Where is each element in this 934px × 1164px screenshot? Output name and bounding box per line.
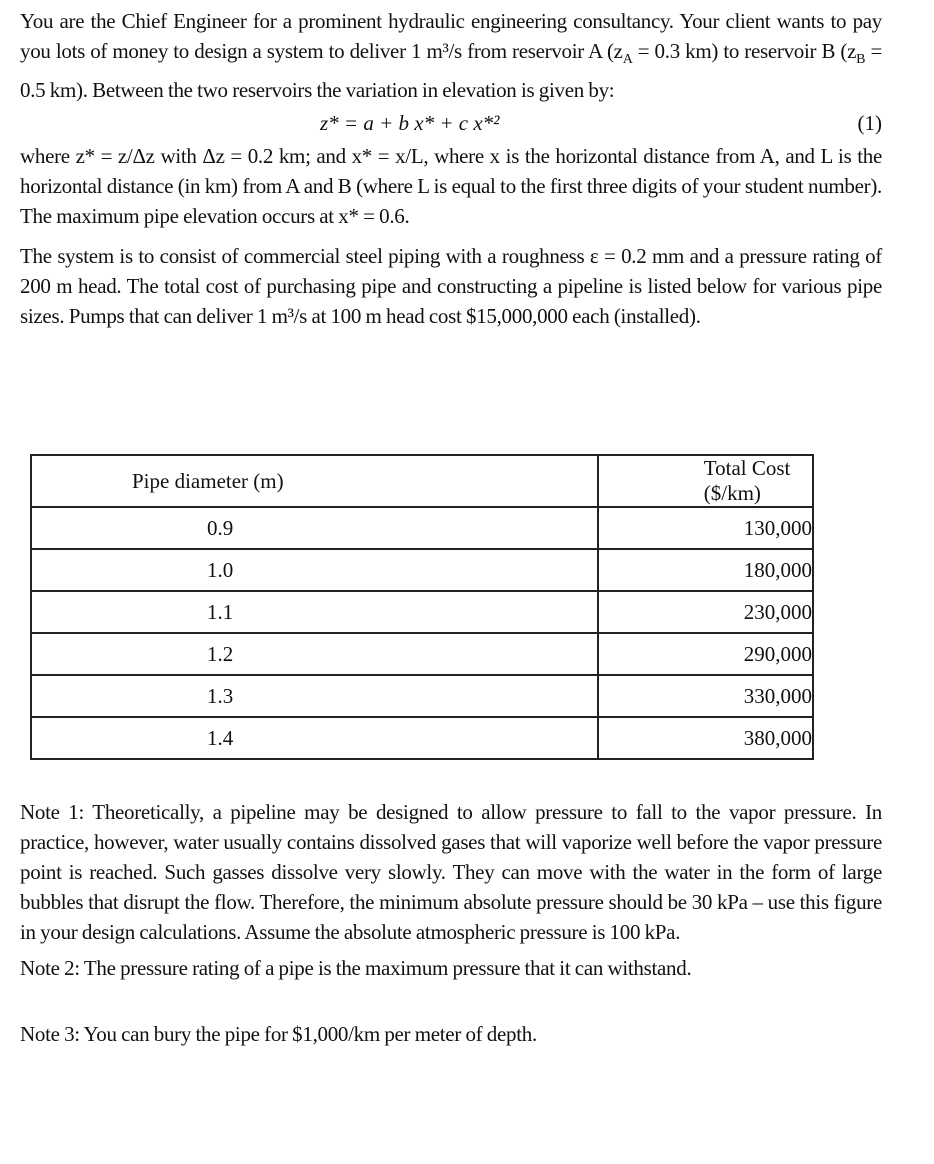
table-header-row bbox=[31, 455, 813, 507]
intro-paragraph bbox=[20, 6, 882, 105]
notes-section bbox=[20, 797, 882, 1049]
equation-row bbox=[20, 105, 882, 141]
cell-cost: 180,000 bbox=[598, 549, 813, 591]
table-row bbox=[31, 507, 813, 549]
note-3: Note 3: You can bury the pipe for $1,000/km per meter of depth. bbox=[20, 1022, 537, 1046]
cell-diameter: 1.2 bbox=[31, 633, 598, 675]
cell-diameter: 1.1 bbox=[31, 591, 598, 633]
cell-cost: 330,000 bbox=[598, 675, 813, 717]
zb-subscript: B bbox=[856, 52, 866, 68]
note-1: Note 1: Theoretically, a pipeline may be designed to allow pressure to fall to the vapor pressure. In practice, however, water usually contains dissolved gases that will vaporize well before the vapor pressure point is reached. Such gasses dissolve very slowly. They can move with the water in the form of large bubbles that disrupt the flow. Therefore, the minimum absolute pressure should be 30 kPa – use this figure in your design calculations. Assume the absolute atmospheric pressure is 100 kPa. bbox=[20, 800, 882, 944]
problem-statement bbox=[20, 6, 882, 331]
definitions-paragraph: where z* = z/Δz with Δz = 0.2 km; and x* = x/L, where x is the horizontal distance from A, and L is the horizontal distance (in km) from A and B (where L is equal to the first three digits of your student number). The maximum pipe elevation occurs at x* = 0.6. bbox=[20, 144, 882, 229]
cell-cost: 290,000 bbox=[598, 633, 813, 675]
za-subscript: A bbox=[622, 52, 633, 68]
elevation-equation: z* = a + b x* + c x*² bbox=[320, 111, 500, 136]
table-row bbox=[31, 717, 813, 759]
note-2: Note 2: The pressure rating of a pipe is the maximum pressure that it can withstand. bbox=[20, 956, 692, 980]
intro-za-value: = 0.3 km) to reservoir B (z bbox=[632, 39, 857, 63]
cell-cost: 230,000 bbox=[598, 591, 813, 633]
intro-zb-value: = 0.5 km). Between the two reservoirs the variation in elevation is given by: bbox=[20, 39, 882, 103]
cell-diameter: 1.3 bbox=[31, 675, 598, 717]
header-pipe-diameter: Pipe diameter (m) bbox=[31, 455, 598, 507]
table-row bbox=[31, 675, 813, 717]
system-paragraph: The system is to consist of commercial steel piping with a roughness ε = 0.2 mm and a pressure rating of 200 m head. The total cost of purchasing pipe and constructing a pipeline is listed below for various pipe sizes. Pumps that can deliver 1 m³/s at 100 m head cost $15,000,000 each (installed). bbox=[20, 244, 882, 329]
cell-cost: 130,000 bbox=[598, 507, 813, 549]
cell-diameter: 1.4 bbox=[31, 717, 598, 759]
table-row bbox=[31, 591, 813, 633]
equation-number: (1) bbox=[857, 111, 882, 136]
cell-diameter: 1.0 bbox=[31, 549, 598, 591]
cell-cost: 380,000 bbox=[598, 717, 813, 759]
header-total-cost: Total Cost ($/km) bbox=[598, 455, 813, 507]
table-row bbox=[31, 549, 813, 591]
table-row bbox=[31, 633, 813, 675]
pipe-cost-table bbox=[30, 454, 814, 760]
cell-diameter: 0.9 bbox=[31, 507, 598, 549]
intro-line1: You are the Chief Engineer for a prominent hydraulic engineering consultancy. Your client wants to pay you lots of money to design a system to deliver 1 m³/s from reservoir A (z bbox=[20, 9, 882, 63]
